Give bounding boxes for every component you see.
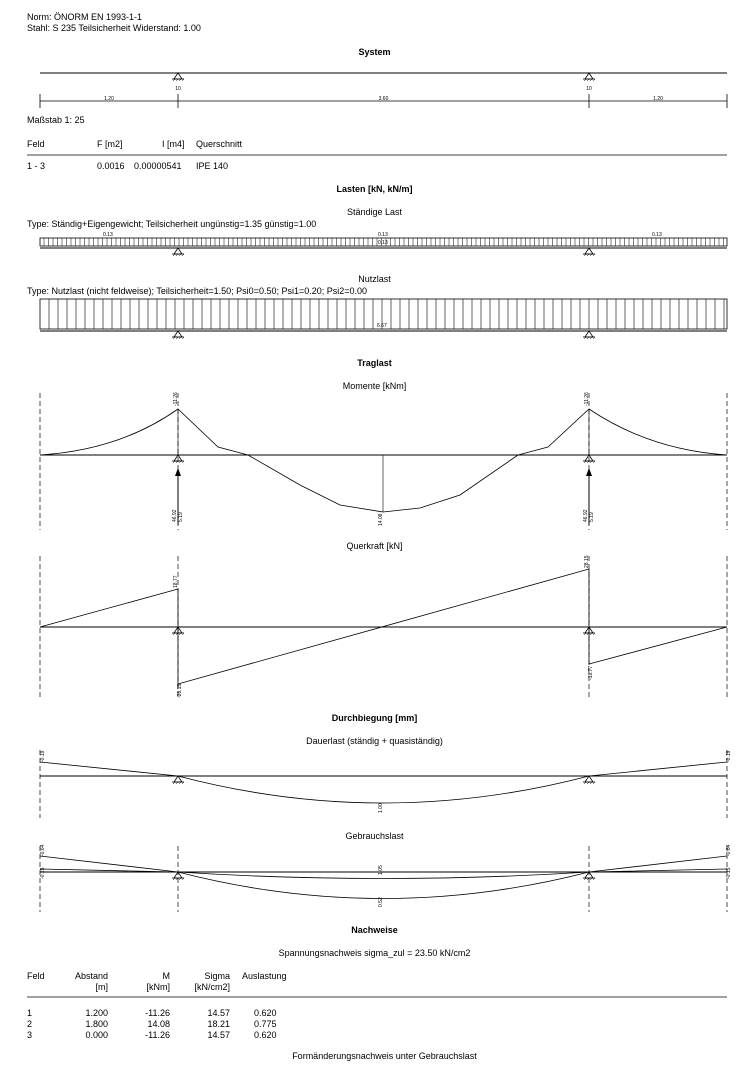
ultimate-title: Traglast xyxy=(357,358,392,368)
deflection-value: 1.00 xyxy=(378,803,384,813)
section-header-feld: Feld xyxy=(27,139,45,149)
section-cell: IPE 140 xyxy=(196,161,229,171)
steel-line: Stahl: S 235 Teilsicherheit Widerstand: 1.00 xyxy=(27,23,201,33)
scale-label: Maßstab 1: 25 xyxy=(27,115,85,125)
deflection-value: -0.15 xyxy=(726,867,732,879)
load-value: 0.13 xyxy=(378,240,388,246)
norm-line: Norm: ÖNORM EN 1993-1-1 xyxy=(27,12,143,22)
permanent-load-type: Type: Ständig+Eigengewicht; Teilsicherheit ungünstig=1.35 günstig=1.00 xyxy=(27,219,317,229)
section-header-inertia: I [m4] xyxy=(162,139,185,149)
check-cell-util: 0.620 xyxy=(254,1008,277,1018)
check-cell-sigma: 18.21 xyxy=(207,1019,230,1029)
live-load-title: Nutzlast xyxy=(358,274,391,284)
check-header-util: Auslastung xyxy=(242,971,287,981)
deflection-permanent-title: Dauerlast (ständig + quasiständig) xyxy=(306,736,443,746)
check-cell-abstand: 1.200 xyxy=(85,1008,108,1018)
moment-value: -11.26 xyxy=(584,392,590,406)
support-label: 10 xyxy=(175,86,181,92)
check-cell-feld: 1 xyxy=(27,1008,33,1018)
shear-value: 28.15 xyxy=(584,555,590,568)
deflection-value: 0.52 xyxy=(378,897,384,907)
system-title: System xyxy=(358,47,391,57)
deflection-value: -0.64 xyxy=(40,844,46,856)
deflection-value: -0.19 xyxy=(726,750,732,762)
check-cell-util: 0.775 xyxy=(254,1019,277,1029)
section-cell: 1 - 3 xyxy=(27,161,46,171)
live-load-type: Type: Nutzlast (nicht feldweise); Teilsicherheit=1.50; Psi0=0.50; Psi1=0.20; Psi2=0.00 xyxy=(27,286,368,296)
permanent-load-title: Ständige Last xyxy=(346,207,403,217)
check-cell-m: 14.08 xyxy=(147,1019,170,1029)
load-value: 0.13 xyxy=(378,232,388,238)
loads-title: Lasten [kN, kN/m] xyxy=(336,184,413,194)
shear-value: 18.77 xyxy=(173,575,179,588)
load-value: 6.67 xyxy=(377,323,387,329)
check-header-abstand-unit: [m] xyxy=(95,982,108,992)
reaction-value: 5.19 xyxy=(178,512,184,522)
deflection-value: 1.05 xyxy=(378,865,384,875)
check-cell-m: -11.26 xyxy=(145,1030,170,1040)
span-label: 3.60 xyxy=(378,96,389,102)
check-cell-sigma: 14.57 xyxy=(207,1008,230,1018)
section-header-area: F [m2] xyxy=(97,139,123,149)
check-header-m: M xyxy=(162,971,170,981)
support-label: 10 xyxy=(586,86,592,92)
reaction-value: 46.92 xyxy=(172,509,178,522)
section-cell: 0.0016 xyxy=(97,161,125,171)
check-header-sigma-unit: [kN/cm2] xyxy=(194,982,230,992)
deflection-title: Durchbiegung [mm] xyxy=(331,713,418,723)
check-header-abstand: Abstand xyxy=(74,971,108,981)
load-value: 0.13 xyxy=(652,232,662,238)
check-cell-feld: 3 xyxy=(27,1030,33,1040)
check-cell-abstand: 1.800 xyxy=(85,1019,108,1029)
moments-title: Momente [kNm] xyxy=(342,381,407,391)
check-header-sigma: Sigma xyxy=(204,971,230,981)
moment-value: 14.08 xyxy=(378,513,384,526)
moment-value: -11.26 xyxy=(173,392,179,406)
shear-title: Querkraft [kN] xyxy=(346,541,403,551)
checks-title: Nachweise xyxy=(351,925,398,935)
deflection-value: -0.15 xyxy=(40,867,46,879)
shear-value: -18.77 xyxy=(588,665,594,680)
deflection-value: -0.19 xyxy=(40,750,46,762)
check-header-m-unit: [kNm] xyxy=(146,982,170,992)
stress-check-title: Spannungsnachweis sigma_zul = 23.50 kN/cm2 xyxy=(278,948,471,958)
deformation-check-title: Formänderungsnachweis unter Gebrauchslast xyxy=(292,1051,477,1061)
shear-value: -28.15 xyxy=(177,683,183,698)
check-cell-m: -11.26 xyxy=(145,1008,170,1018)
span-label: 1.20 xyxy=(104,96,114,102)
span-label: 1.20 xyxy=(653,96,663,102)
check-cell-sigma: 14.57 xyxy=(207,1030,230,1040)
deflection-service-title: Gebrauchslast xyxy=(345,831,404,841)
section-cell: 0.00000541 xyxy=(134,161,182,171)
check-cell-abstand: 0.000 xyxy=(85,1030,108,1040)
section-header-profile: Querschnitt xyxy=(196,139,243,149)
check-cell-util: 0.620 xyxy=(254,1030,277,1040)
load-value: 0.13 xyxy=(103,232,113,238)
check-cell-feld: 2 xyxy=(27,1019,33,1029)
check-header-feld: Feld xyxy=(27,971,45,981)
reaction-value: 46.92 xyxy=(583,509,589,522)
reaction-value: 5.19 xyxy=(589,512,595,522)
deflection-value: -0.64 xyxy=(726,844,732,856)
